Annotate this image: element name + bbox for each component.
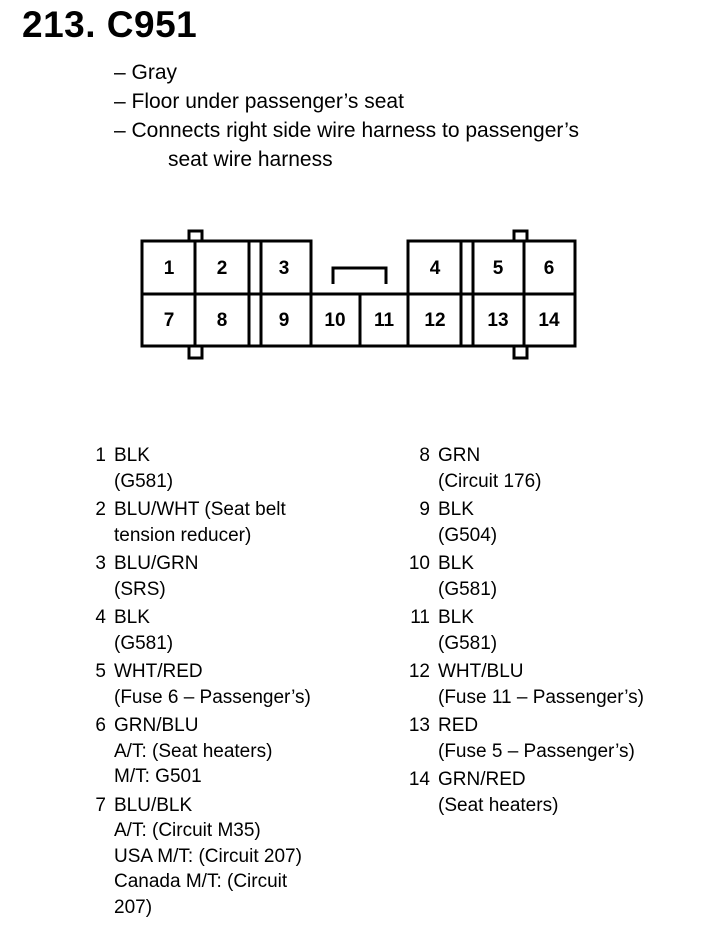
pin-number: 13: [408, 715, 430, 736]
connector-key: [333, 268, 386, 284]
wire-color: BLK: [438, 553, 474, 574]
pin-label: 6: [543, 258, 555, 279]
wire-note: (G504): [438, 524, 498, 546]
wire-note: (Fuse 6 – Passenger’s): [114, 686, 311, 708]
latch-tab: [514, 346, 527, 358]
pin-number: 7: [95, 794, 106, 816]
wire-note: (Fuse 11 – Passenger’s): [438, 686, 644, 708]
wire-color: WHT/RED: [114, 661, 203, 682]
pin-entry: [404, 605, 644, 656]
pin-entry: [404, 443, 644, 494]
pin-label: 12: [424, 310, 446, 331]
description-connects: – Connects right side wire harness to passenger’s: [114, 119, 579, 142]
pin-entry: [80, 497, 311, 548]
pin-number: 8: [419, 445, 430, 466]
wire-note: (G581): [438, 632, 498, 654]
pin-entry: [404, 659, 644, 710]
connector-face-diagram: [130, 228, 582, 366]
pin-entry: [80, 605, 311, 656]
pin-entry: [404, 551, 644, 602]
pin-label: 9: [278, 310, 290, 331]
wire-note: tension reducer): [114, 524, 252, 546]
wire-color: GRN/RED: [438, 769, 526, 790]
latch-tab: [189, 346, 202, 358]
wire-note: (G581): [114, 470, 174, 492]
pin-label: 7: [163, 310, 175, 331]
pin-label: 5: [492, 258, 504, 279]
pin-number: 1: [95, 445, 106, 466]
pin-entry: [80, 443, 311, 494]
pin-number: 14: [408, 769, 430, 790]
pin-number: 5: [95, 661, 106, 682]
wire-note: 207): [114, 896, 153, 918]
wire-color: WHT/BLU: [438, 661, 524, 682]
wire-note: (Seat heaters): [438, 794, 559, 816]
pin-number: 12: [408, 661, 430, 682]
pin-entry: [404, 713, 644, 764]
wire-color: BLU/BLK: [114, 794, 193, 816]
pin-label: 13: [487, 310, 509, 331]
wire-note: (Circuit 176): [438, 470, 542, 492]
pin-number: 11: [410, 607, 430, 628]
pin-number: 4: [95, 607, 106, 628]
pin-entry: [80, 659, 311, 710]
wire-note: A/T: (Seat heaters): [114, 740, 273, 762]
pin-list-right: [404, 443, 644, 821]
pin-label: 3: [278, 258, 290, 279]
wire-note: (Fuse 5 – Passenger’s): [438, 740, 635, 762]
pin-entry: [80, 551, 311, 602]
pin-label: 4: [429, 258, 441, 279]
pin-label: 2: [216, 258, 228, 279]
pin-label: 1: [163, 258, 175, 279]
wire-color: BLK: [438, 499, 474, 520]
wire-note: M/T: G501: [114, 766, 202, 787]
pin-entry: [404, 497, 644, 548]
connector-description: [114, 58, 579, 174]
description-color: – Gray: [114, 61, 178, 84]
wire-color: BLU/WHT (Seat belt: [114, 499, 286, 520]
wire-note: A/T: (Circuit M35): [114, 820, 261, 841]
connector-title: 213. C951: [22, 4, 198, 45]
wire-note: Canada M/T: (Circuit: [114, 871, 288, 892]
wire-note: USA M/T: (Circuit 207): [114, 845, 302, 867]
description-location: – Floor under passenger’s seat: [114, 90, 404, 113]
pin-number: 10: [408, 553, 430, 574]
wire-note: (SRS): [114, 578, 166, 600]
pin-label: 10: [324, 310, 346, 331]
wire-color: BLK: [114, 445, 150, 466]
pin-number: 3: [95, 553, 106, 574]
pin-entry: [80, 793, 311, 921]
pin-label: 8: [216, 310, 228, 331]
pin-label: 11: [373, 310, 395, 331]
wire-note: (G581): [114, 632, 174, 654]
wire-color: GRN/BLU: [114, 715, 199, 736]
wire-color: BLU/GRN: [114, 553, 199, 574]
wire-color: BLK: [438, 607, 474, 628]
wire-color: BLK: [114, 607, 150, 628]
pin-entry: [404, 767, 644, 818]
pin-number: 6: [95, 715, 106, 736]
wire-color: GRN: [438, 445, 481, 466]
pin-number: 9: [419, 499, 430, 520]
pin-label: 14: [538, 310, 560, 331]
wire-note: (G581): [438, 578, 498, 600]
wire-color: RED: [438, 715, 479, 736]
description-connects-cont: seat wire harness: [168, 148, 333, 171]
pin-number: 2: [95, 499, 106, 520]
pin-list-left: [80, 443, 311, 923]
pin-entry: [80, 713, 311, 790]
